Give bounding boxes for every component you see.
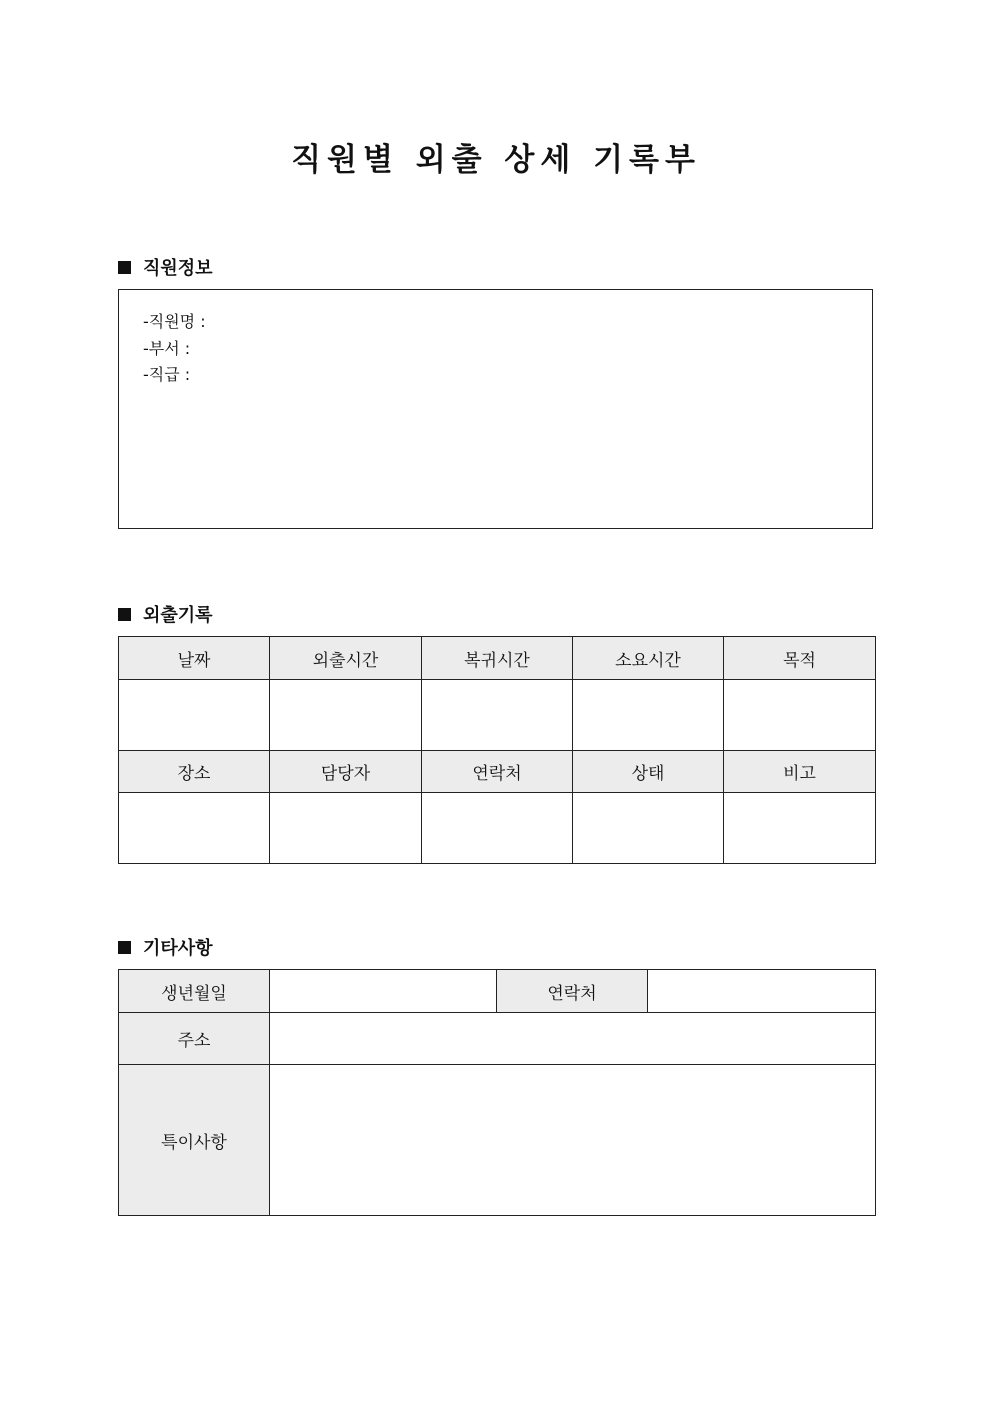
- table-row: [119, 970, 876, 1013]
- table-row: [119, 793, 876, 864]
- employee-name-field: -직원명 :: [143, 312, 206, 331]
- header-cell-status: 상태: [573, 751, 724, 793]
- outing-record-table: [118, 636, 876, 864]
- input-cell-duration[interactable]: [573, 680, 724, 751]
- section-heading-label: 직원정보: [143, 258, 213, 279]
- input-cell-place[interactable]: [119, 793, 270, 864]
- address-field[interactable]: [270, 1013, 876, 1065]
- input-cell-status[interactable]: [573, 793, 724, 864]
- header-cell-contact: 연락처: [422, 751, 573, 793]
- position-field: -직급 :: [143, 365, 191, 384]
- table-header-row: [119, 637, 876, 680]
- input-cell-manager[interactable]: [270, 793, 422, 864]
- header-cell-out-time: 외출시간: [270, 637, 422, 680]
- section-heading-label: 기타사항: [143, 938, 213, 959]
- special-notes-label: 특이사항: [119, 1065, 270, 1216]
- special-notes-field[interactable]: [270, 1065, 876, 1216]
- header-cell-place: 장소: [119, 751, 270, 793]
- section-heading-employee-info: [118, 254, 213, 280]
- input-cell-return-time[interactable]: [422, 680, 573, 751]
- header-cell-purpose: 목적: [724, 637, 876, 680]
- header-cell-return-time: 복귀시간: [422, 637, 573, 680]
- table-row: [119, 1065, 876, 1216]
- table-row: [119, 680, 876, 751]
- birth-date-label: 생년월일: [119, 970, 270, 1013]
- contact-field[interactable]: [648, 970, 876, 1013]
- page-title: 직원별 외출 상세 기록부: [291, 142, 701, 178]
- square-bullet-icon: [118, 608, 131, 621]
- square-bullet-icon: [118, 261, 131, 274]
- header-cell-manager: 담당자: [270, 751, 422, 793]
- header-cell-remarks: 비고: [724, 751, 876, 793]
- table-row: [119, 1013, 876, 1065]
- section-heading-outing-record: [118, 601, 213, 627]
- input-cell-out-time[interactable]: [270, 680, 422, 751]
- section-heading-label: 외출기록: [143, 605, 213, 626]
- address-label: 주소: [119, 1013, 270, 1065]
- employee-info-box: [118, 289, 873, 529]
- other-details-table: [118, 969, 876, 1216]
- section-heading-other-details: [118, 934, 213, 960]
- contact-label: 연락처: [497, 970, 648, 1013]
- input-cell-purpose[interactable]: [724, 680, 876, 751]
- header-cell-date: 날짜: [119, 637, 270, 680]
- department-field: -부서 :: [143, 338, 191, 358]
- input-cell-date[interactable]: [119, 680, 270, 751]
- input-cell-remarks[interactable]: [724, 793, 876, 864]
- header-cell-duration: 소요시간: [573, 637, 724, 680]
- input-cell-contact[interactable]: [422, 793, 573, 864]
- square-bullet-icon: [118, 941, 131, 954]
- birth-date-field[interactable]: [270, 970, 497, 1013]
- table-header-row: [119, 751, 876, 793]
